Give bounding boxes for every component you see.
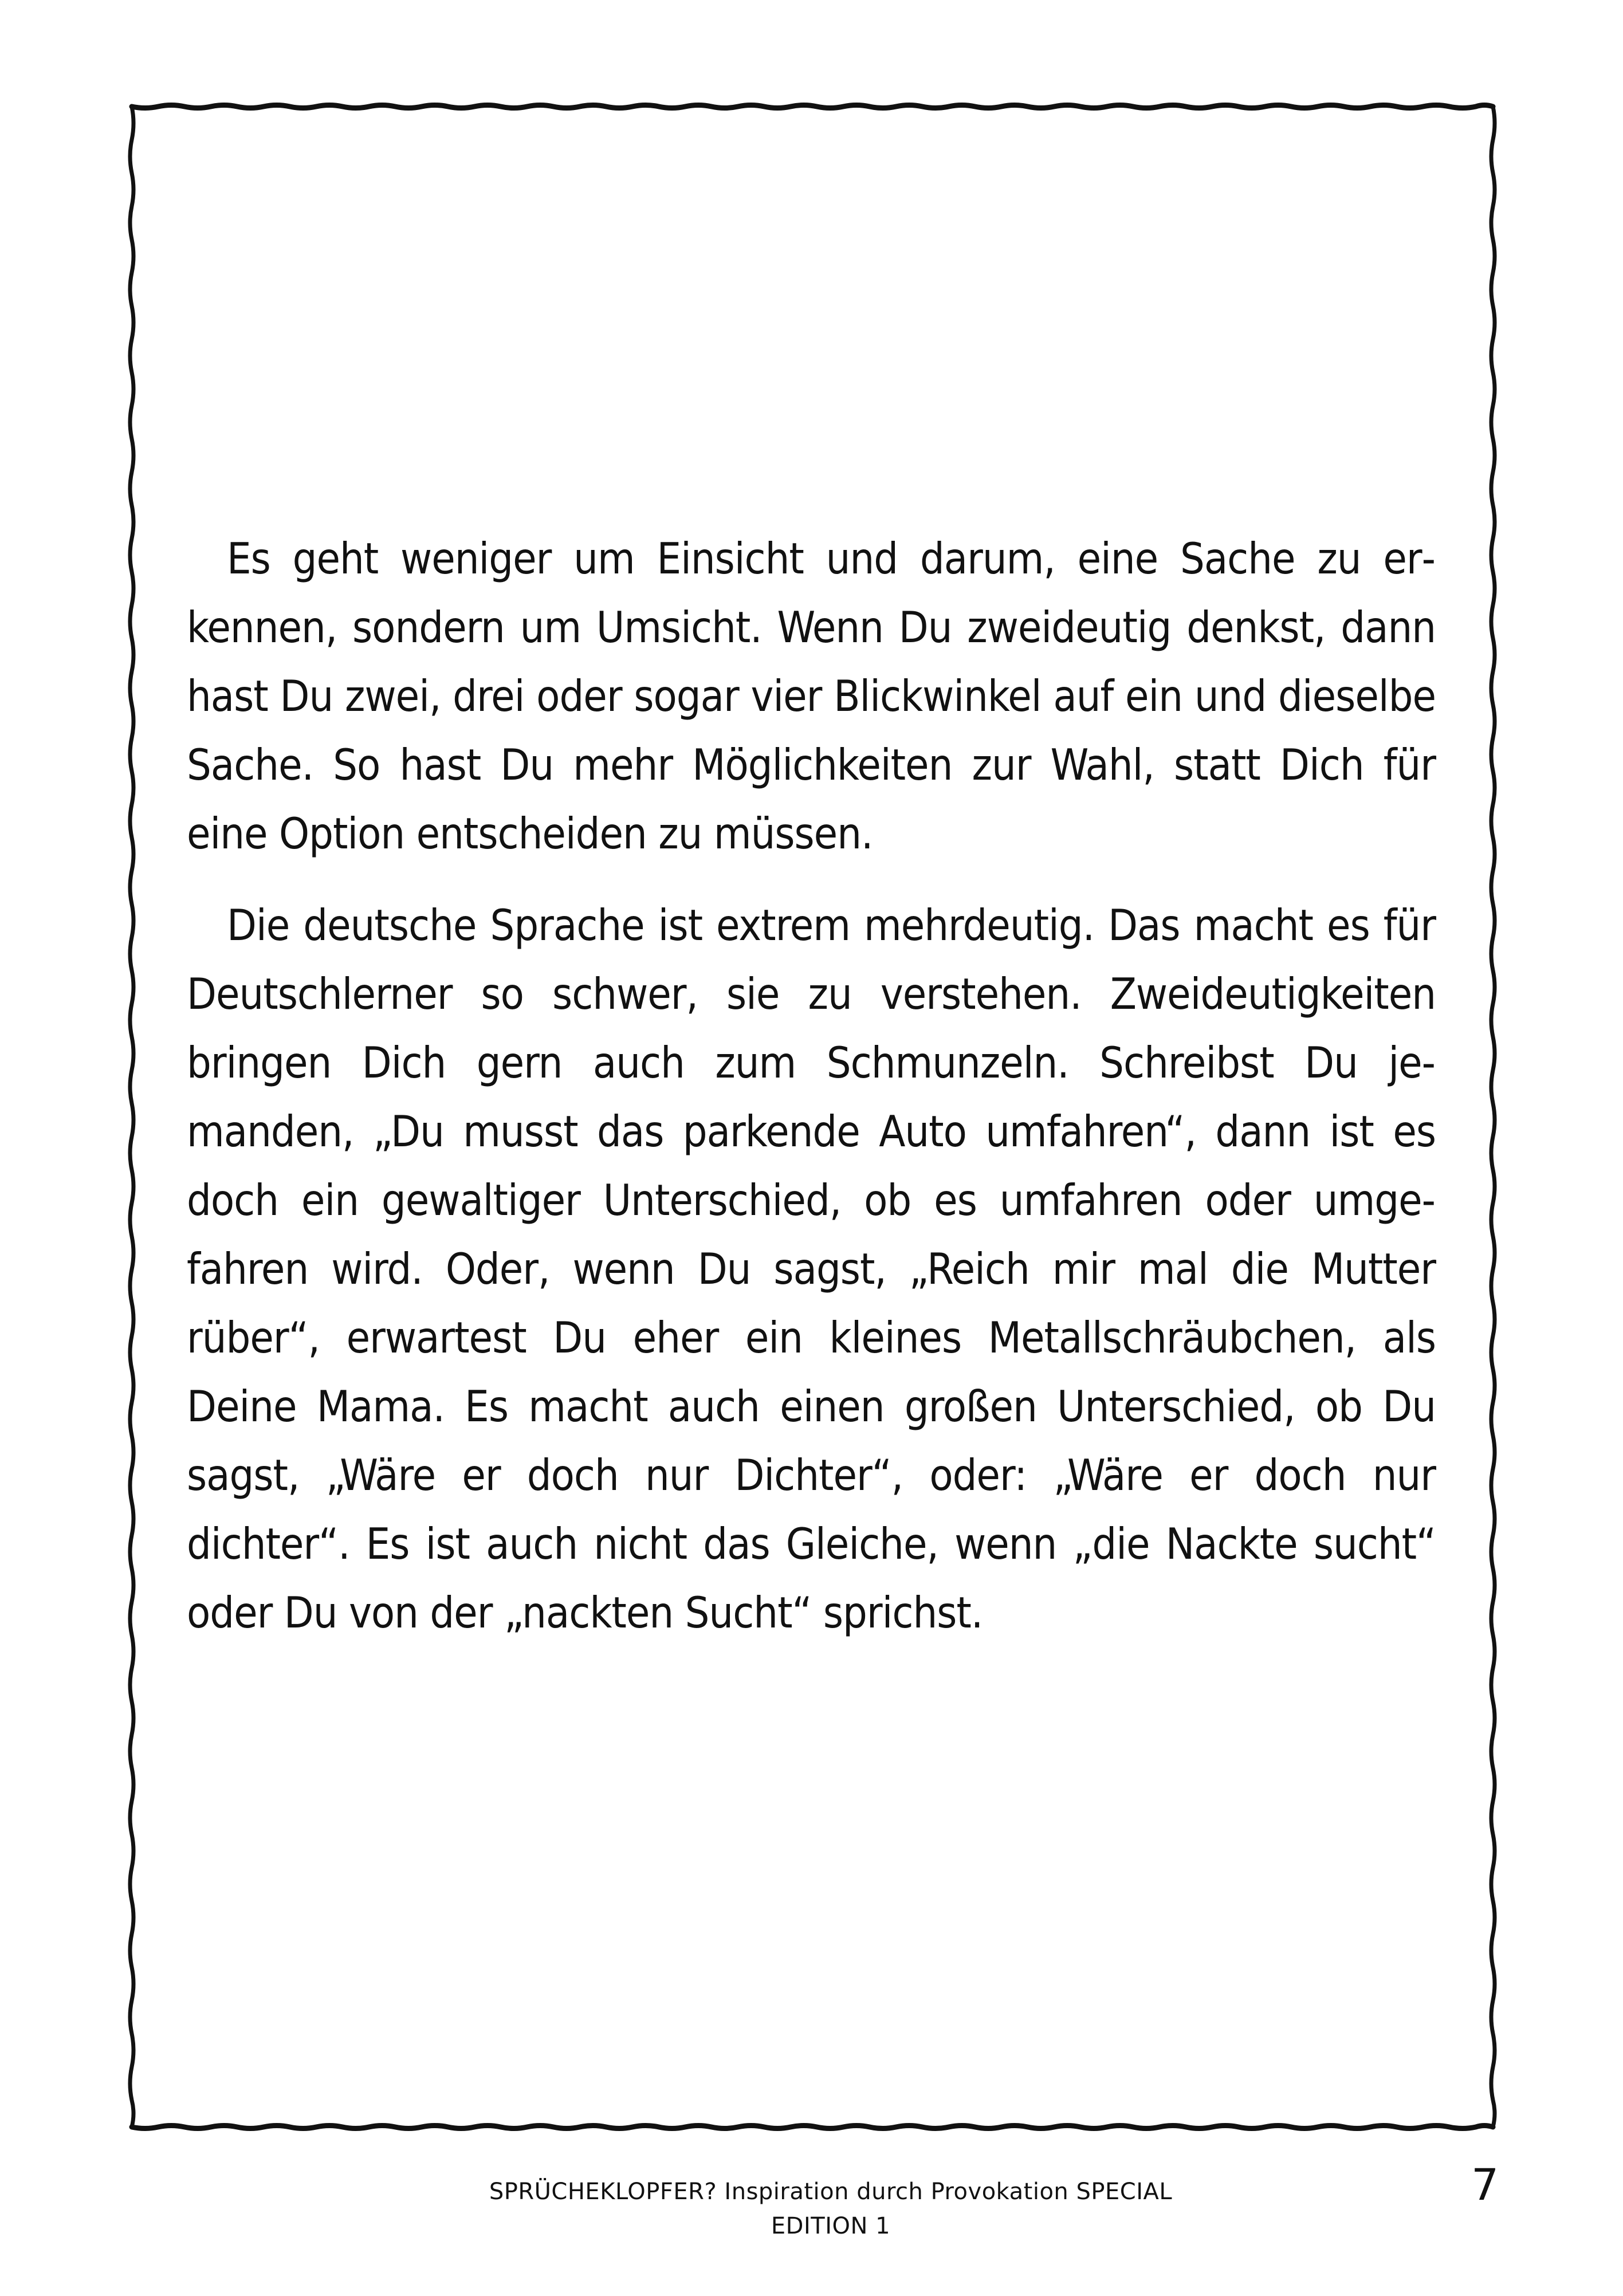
paragraph-1: Es geht weniger um Einsicht und darum, eine Sache zu erkennen, sondern um Umsicht. Wenn Du zweideutig denkst, dann hast Du zwei, drei oder sogar vier Blickwinkel auf ein und dieselbe Sache. So hast Du mehr Möglichkeiten zur Wahl, statt Dich für eine Option entscheiden zu müssen. — [187, 533, 1436, 859]
main-text-block — [187, 524, 1436, 1670]
page-footer — [0, 2159, 1623, 2239]
running-title: SPRÜCHEKLOPFER? Inspiration durch Provokation SPECIAL EDITION 1 — [489, 2179, 1173, 2239]
page-number: 7 — [1471, 2159, 1499, 2210]
paragraph-2: Die deutsche Sprache ist extrem mehrdeutig. Das macht es für Deutschlerner so schwer, sie zu verstehen. Zweideutigkeiten bringen Dich gern auch zum Schmunzeln. Schreibst Du jemanden, „Du musst das parkende Auto umfahren“, dann ist es doch ein gewaltiger Unterschied, ob es umfahren oder umgefahren wird. Oder, wenn Du sagst, „Reich mir mal die Mutter rüber“, erwartest Du eher ein kleines Metallschräubchen, als Deine Mama. Es macht auch einen großen Unterschied, ob Du sagst, „Wäre er doch nur Dichter“, oder: „Wäre er doch nur dichter“. Es ist auch nicht das Gleiche, wenn „die Nackte sucht“ oder Du von der „nackten Sucht“ sprichst. — [187, 900, 1436, 1638]
